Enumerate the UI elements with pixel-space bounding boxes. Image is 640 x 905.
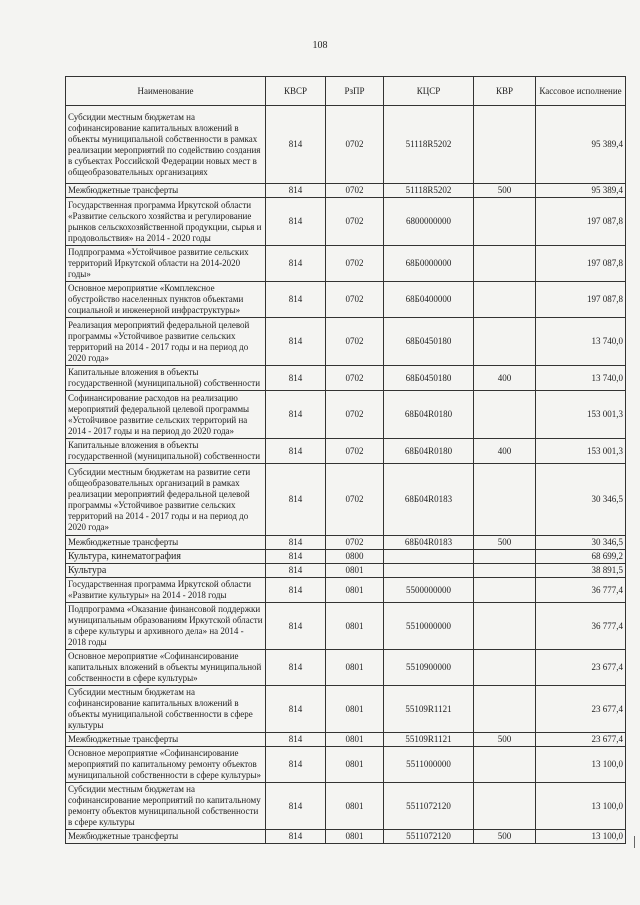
cell-kvr: 500	[474, 733, 536, 747]
cell-kvr: 500	[474, 830, 536, 844]
cell-amount: 13 100,0	[536, 783, 626, 830]
cell-rzpr: 0801	[326, 650, 384, 686]
cell-kcsr: 51118R5202	[384, 184, 474, 198]
cell-kvsr: 814	[266, 686, 326, 733]
table-row	[66, 184, 626, 198]
cell-kcsr: 55109R1121	[384, 686, 474, 733]
cell-amount: 23 677,4	[536, 686, 626, 733]
cell-kcsr: 55109R1121	[384, 733, 474, 747]
header-kcsr: КЦСР	[384, 77, 474, 106]
cell-amount: 13 740,0	[536, 366, 626, 391]
table-header-row	[66, 77, 626, 106]
cell-amount: 68 699,2	[536, 550, 626, 564]
cell-kcsr: 5511072120	[384, 783, 474, 830]
table-row	[66, 578, 626, 603]
cell-kvr: 400	[474, 366, 536, 391]
cell-name: Основное мероприятие «Софинансирование капитальных вложений в объекты муниципальной собственности в сфере культуры»	[66, 650, 266, 686]
cell-kvr	[474, 686, 536, 733]
cell-amount: 95 389,4	[536, 184, 626, 198]
cell-kvr	[474, 564, 536, 578]
cell-rzpr: 0702	[326, 318, 384, 366]
table-row	[66, 747, 626, 783]
cell-kvsr: 814	[266, 184, 326, 198]
cell-name: Субсидии местным бюджетам на софинансирование капитальных вложений в объекты муниципальной собственности в сфере культуры	[66, 686, 266, 733]
cell-kcsr: 51118R5202	[384, 106, 474, 184]
cell-rzpr: 0702	[326, 198, 384, 246]
cell-rzpr: 0702	[326, 184, 384, 198]
cell-kvsr: 814	[266, 318, 326, 366]
cell-kvr	[474, 603, 536, 650]
table-row	[66, 830, 626, 844]
cell-name: Государственная программа Иркутской области «Развитие культуры» на 2014 - 2018 годы	[66, 578, 266, 603]
cell-kcsr: 68Б0450180	[384, 366, 474, 391]
cell-kvsr: 814	[266, 246, 326, 282]
cell-rzpr: 0801	[326, 783, 384, 830]
cell-rzpr: 0702	[326, 439, 384, 464]
table-row	[66, 282, 626, 318]
cell-name: Основное мероприятие «Комплексное обустройство населенных пунктов объектами социальной и инженерной инфраструктуры»	[66, 282, 266, 318]
cell-name: Капитальные вложения в объекты государственной (муниципальной) собственности	[66, 439, 266, 464]
cell-kvsr: 814	[266, 783, 326, 830]
cell-kvr: 400	[474, 439, 536, 464]
cell-rzpr: 0801	[326, 747, 384, 783]
cell-kvsr: 814	[266, 564, 326, 578]
cell-rzpr: 0801	[326, 830, 384, 844]
cell-rzpr: 0801	[326, 733, 384, 747]
cell-amount: 13 100,0	[536, 747, 626, 783]
cell-kvsr: 814	[266, 650, 326, 686]
cell-kcsr: 5500000000	[384, 578, 474, 603]
page-number: 108	[312, 40, 328, 51]
cell-name: Основное мероприятие «Софинансирование мероприятий по капитальному ремонту объектов муниципальной собственности в сфере культуры»	[66, 747, 266, 783]
cell-name: Культура	[66, 564, 266, 578]
cell-kcsr: 5510900000	[384, 650, 474, 686]
table-row	[66, 366, 626, 391]
cell-kvr	[474, 282, 536, 318]
cell-amount: 36 777,4	[536, 603, 626, 650]
cell-kvsr: 814	[266, 830, 326, 844]
cell-kcsr: 68Б0450180	[384, 318, 474, 366]
table-row	[66, 564, 626, 578]
cell-name: Подпрограмма «Устойчивое развитие сельских территорий Иркутской области на 2014-2020 годы»	[66, 246, 266, 282]
header-name: Наименование	[66, 77, 266, 106]
cell-kvsr: 814	[266, 578, 326, 603]
cell-name: Государственная программа Иркутской области «Развитие сельского хозяйства и регулирование рынков сельскохозяйственной продукции, сырья и продовольствия» на 2014 - 2020 годы	[66, 198, 266, 246]
header-kvsr: КВСР	[266, 77, 326, 106]
cell-amount: 23 677,4	[536, 650, 626, 686]
cell-name: Субсидии местным бюджетам на софинансирование мероприятий по капитальному ремонту объектов муниципальной собственности в сфере культуры	[66, 783, 266, 830]
cell-kvsr: 814	[266, 198, 326, 246]
cell-name: Подпрограмма «Оказание финансовой поддержки муниципальным образованиям Иркутской области в сфере культуры и архивного дела» на 2014 - 2018 годы	[66, 603, 266, 650]
cell-kvr	[474, 578, 536, 603]
table-body	[66, 106, 626, 844]
cell-amount: 153 001,3	[536, 391, 626, 439]
cell-kcsr: 68Б04R0180	[384, 439, 474, 464]
cell-kvsr: 814	[266, 282, 326, 318]
cell-kcsr: 68Б04R0183	[384, 464, 474, 536]
cell-rzpr: 0702	[326, 391, 384, 439]
budget-table	[65, 76, 626, 844]
cell-name: Культура, кинематография	[66, 550, 266, 564]
cell-kvr	[474, 391, 536, 439]
cell-kcsr: 5511000000	[384, 747, 474, 783]
cell-kvr	[474, 783, 536, 830]
header-rzpr: РзПР	[326, 77, 384, 106]
cell-name: Субсидии местным бюджетам на софинансирование капитальных вложений в объекты муниципальной собственности в рамках реализации мероприятий по содействию создания в субъектах Российской Федерации новых мест в общеобразовательных организациях	[66, 106, 266, 184]
cell-rzpr: 0801	[326, 603, 384, 650]
cell-rzpr: 0801	[326, 686, 384, 733]
cell-kvsr: 814	[266, 536, 326, 550]
cell-amount: 23 677,4	[536, 733, 626, 747]
cell-rzpr: 0702	[326, 464, 384, 536]
cell-kvsr: 814	[266, 464, 326, 536]
cell-rzpr: 0702	[326, 246, 384, 282]
cell-amount: 36 777,4	[536, 578, 626, 603]
cell-amount: 197 087,8	[536, 282, 626, 318]
cell-kvr	[474, 246, 536, 282]
table-row	[66, 106, 626, 184]
cell-amount: 13 740,0	[536, 318, 626, 366]
cell-name: Капитальные вложения в объекты государственной (муниципальной) собственности	[66, 366, 266, 391]
cell-kvsr: 814	[266, 106, 326, 184]
table-row	[66, 246, 626, 282]
table-row	[66, 650, 626, 686]
cell-name: Межбюджетные трансферты	[66, 536, 266, 550]
cell-kcsr: 68Б0400000	[384, 282, 474, 318]
cell-amount: 95 389,4	[536, 106, 626, 184]
cell-kcsr: 5511072120	[384, 830, 474, 844]
cell-amount: 30 346,5	[536, 536, 626, 550]
cell-kvr	[474, 550, 536, 564]
table-row	[66, 686, 626, 733]
cell-name: Межбюджетные трансферты	[66, 830, 266, 844]
table-row	[66, 464, 626, 536]
table-row	[66, 603, 626, 650]
cell-kcsr: 6800000000	[384, 198, 474, 246]
scan-mark	[634, 836, 635, 848]
header-amount: Кассовое исполнение	[536, 77, 626, 106]
header-kvr: КВР	[474, 77, 536, 106]
cell-kvr	[474, 650, 536, 686]
cell-kvr	[474, 464, 536, 536]
cell-kvsr: 814	[266, 391, 326, 439]
cell-rzpr: 0800	[326, 550, 384, 564]
cell-kcsr	[384, 564, 474, 578]
cell-kcsr: 68Б0000000	[384, 246, 474, 282]
cell-kvsr: 814	[266, 733, 326, 747]
cell-amount: 30 346,5	[536, 464, 626, 536]
cell-rzpr: 0801	[326, 578, 384, 603]
table-row	[66, 550, 626, 564]
cell-name: Межбюджетные трансферты	[66, 184, 266, 198]
cell-kvsr: 814	[266, 603, 326, 650]
table-row	[66, 439, 626, 464]
cell-kvsr: 814	[266, 747, 326, 783]
cell-kvr	[474, 198, 536, 246]
cell-kvr	[474, 318, 536, 366]
table-row	[66, 318, 626, 366]
table-row	[66, 733, 626, 747]
cell-kcsr: 68Б04R0183	[384, 536, 474, 550]
cell-amount: 153 001,3	[536, 439, 626, 464]
cell-rzpr: 0702	[326, 536, 384, 550]
cell-kvr: 500	[474, 184, 536, 198]
cell-kvsr: 814	[266, 366, 326, 391]
cell-kcsr: 68Б04R0180	[384, 391, 474, 439]
table-row	[66, 391, 626, 439]
cell-name: Реализация мероприятий федеральной целевой программы «Устойчивое развитие сельских территорий на 2014 - 2017 годы и на период до 2020 года»	[66, 318, 266, 366]
cell-kvsr: 814	[266, 550, 326, 564]
table-row	[66, 536, 626, 550]
cell-amount: 13 100,0	[536, 830, 626, 844]
cell-name: Субсидии местным бюджетам на развитие сети общеобразовательных организаций в рамках реализации мероприятий федеральной целевой программы «Устойчивое развитие сельских территорий на 2014 - 2017 годы и на период до 2020 года»	[66, 464, 266, 536]
cell-kvr: 500	[474, 536, 536, 550]
cell-amount: 197 087,8	[536, 246, 626, 282]
cell-amount: 197 087,8	[536, 198, 626, 246]
cell-amount: 38 891,5	[536, 564, 626, 578]
table-row	[66, 783, 626, 830]
cell-name: Межбюджетные трансферты	[66, 733, 266, 747]
cell-rzpr: 0702	[326, 282, 384, 318]
table-row	[66, 198, 626, 246]
cell-rzpr: 0702	[326, 106, 384, 184]
cell-name: Софинансирование расходов на реализацию мероприятий федеральной целевой программы «Устойчивое развитие сельских территорий на 2014 - 2017 годы и на период до 2020 года»	[66, 391, 266, 439]
cell-kvr	[474, 747, 536, 783]
cell-kcsr	[384, 550, 474, 564]
cell-kvsr: 814	[266, 439, 326, 464]
cell-kvr	[474, 106, 536, 184]
cell-rzpr: 0801	[326, 564, 384, 578]
cell-rzpr: 0702	[326, 366, 384, 391]
cell-kcsr: 5510000000	[384, 603, 474, 650]
